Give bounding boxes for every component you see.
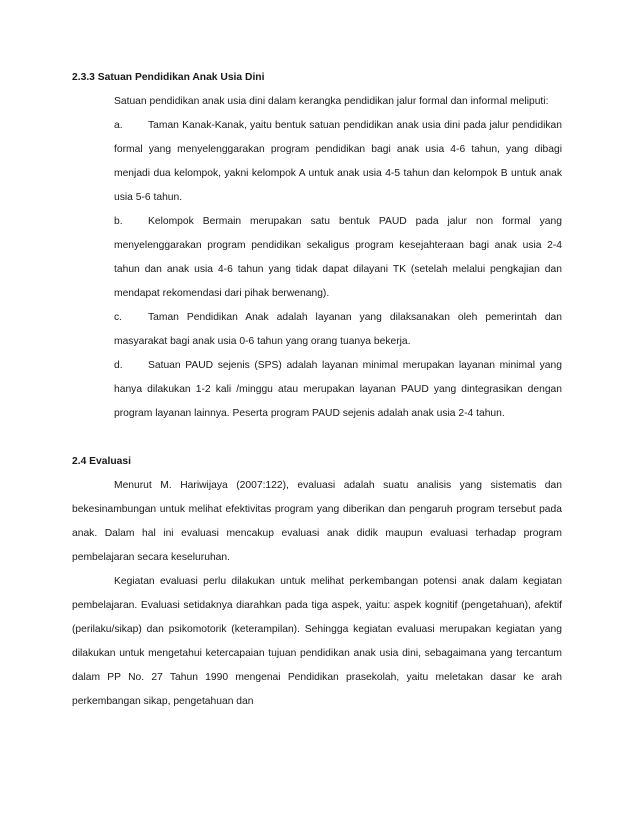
- list-marker: a.: [114, 120, 123, 131]
- evaluation-paragraph-1: Menurut M. Hariwijaya (2007:122), evaluasi adalah suatu analisis yang sistematis dan bekesinambungan untuk melihat efektivitas program yang diberikan dan pengaruh program tersebut pada anak. Dalam hal ini evaluasi mencakup evaluasi anak didik maupun evaluasi terhadap program pembelajaran secara keseluruhan.: [72, 480, 562, 563]
- list-item: [114, 354, 562, 426]
- section-heading-2-4: 2.4 Evaluasi: [72, 456, 131, 467]
- list-item: [114, 210, 562, 306]
- section-heading-2-3-3: 2.3.3 Satuan Pendidikan Anak Usia Dini: [72, 72, 265, 83]
- list-marker: b.: [114, 216, 123, 227]
- section-spacer: [72, 426, 562, 450]
- evaluation-paragraph-2: Kegiatan evaluasi perlu dilakukan untuk melihat perkembangan potensi anak dalam kegiatan pembelajaran. Evaluasi setidaknya diarahkan pada tiga aspek, yaitu: aspek kognitif (pengetahuan), afektif (perilaku/sikap) dan psikomotorik (keterampilan). Sehingga kegiatan evaluasi merupakan kegiatan yang dilakukan untuk mengetahui ketercapaian tujuan pendidikan anak usia dini, sebagaimana yang tercantum dalam PP No. 27 Tahun 1990 mengenai Pendidikan prasekolah, yaitu meletakan dasar ke arah perkembangan sikap, pengetahuan dan: [72, 576, 562, 707]
- list-item-text: Kelompok Bermain merupakan satu bentuk PAUD pada jalur non formal yang menyelenggarakan program pendidikan sekaligus program kesejahteraan bagi anak usia 2-4 tahun dan anak usia 4-6 tahun yang tidak dapat dilayani TK (setelah melalui pengkajian dan mendapat rekomendasi dari pihak berwenang).: [114, 216, 562, 299]
- list-item-text: Taman Pendidikan Anak adalah layanan yang dilaksanakan oleh pemerintah dan masyarakat bagi anak usia 0-6 tahun yang orang tuanya bekerja.: [114, 312, 562, 347]
- list-item: [114, 114, 562, 210]
- list-marker: c.: [114, 312, 123, 323]
- list-item-text: Satuan PAUD sejenis (SPS) adalah layanan minimal merupakan layanan minimal yang hanya dilakukan 1-2 kali /minggu atau merupakan layanan PAUD yang dintegrasikan dengan program layanan lainnya. Peserta program PAUD sejenis adalah anak usia 2-4 tahun.: [114, 360, 562, 419]
- list-item-text: Taman Kanak-Kanak, yaitu bentuk satuan pendidikan anak usia dini pada jalur pendidikan formal yang menyelenggarakan program pendidikan bagi anak usia 4-6 tahun, yang dibagi menjadi dua kelompok, yakni kelompok A untuk anak usia 4-5 tahun dan kelompok B untuk anak usia 5-6 tahun.: [114, 120, 562, 203]
- list-marker: d.: [114, 360, 123, 371]
- list-item: [114, 306, 562, 354]
- paud-unit-list: [72, 114, 562, 426]
- document-page: [72, 66, 562, 714]
- section-intro-paragraph: Satuan pendidikan anak usia dini dalam kerangka pendidikan jalur formal dan informal meliputi:: [114, 96, 549, 107]
